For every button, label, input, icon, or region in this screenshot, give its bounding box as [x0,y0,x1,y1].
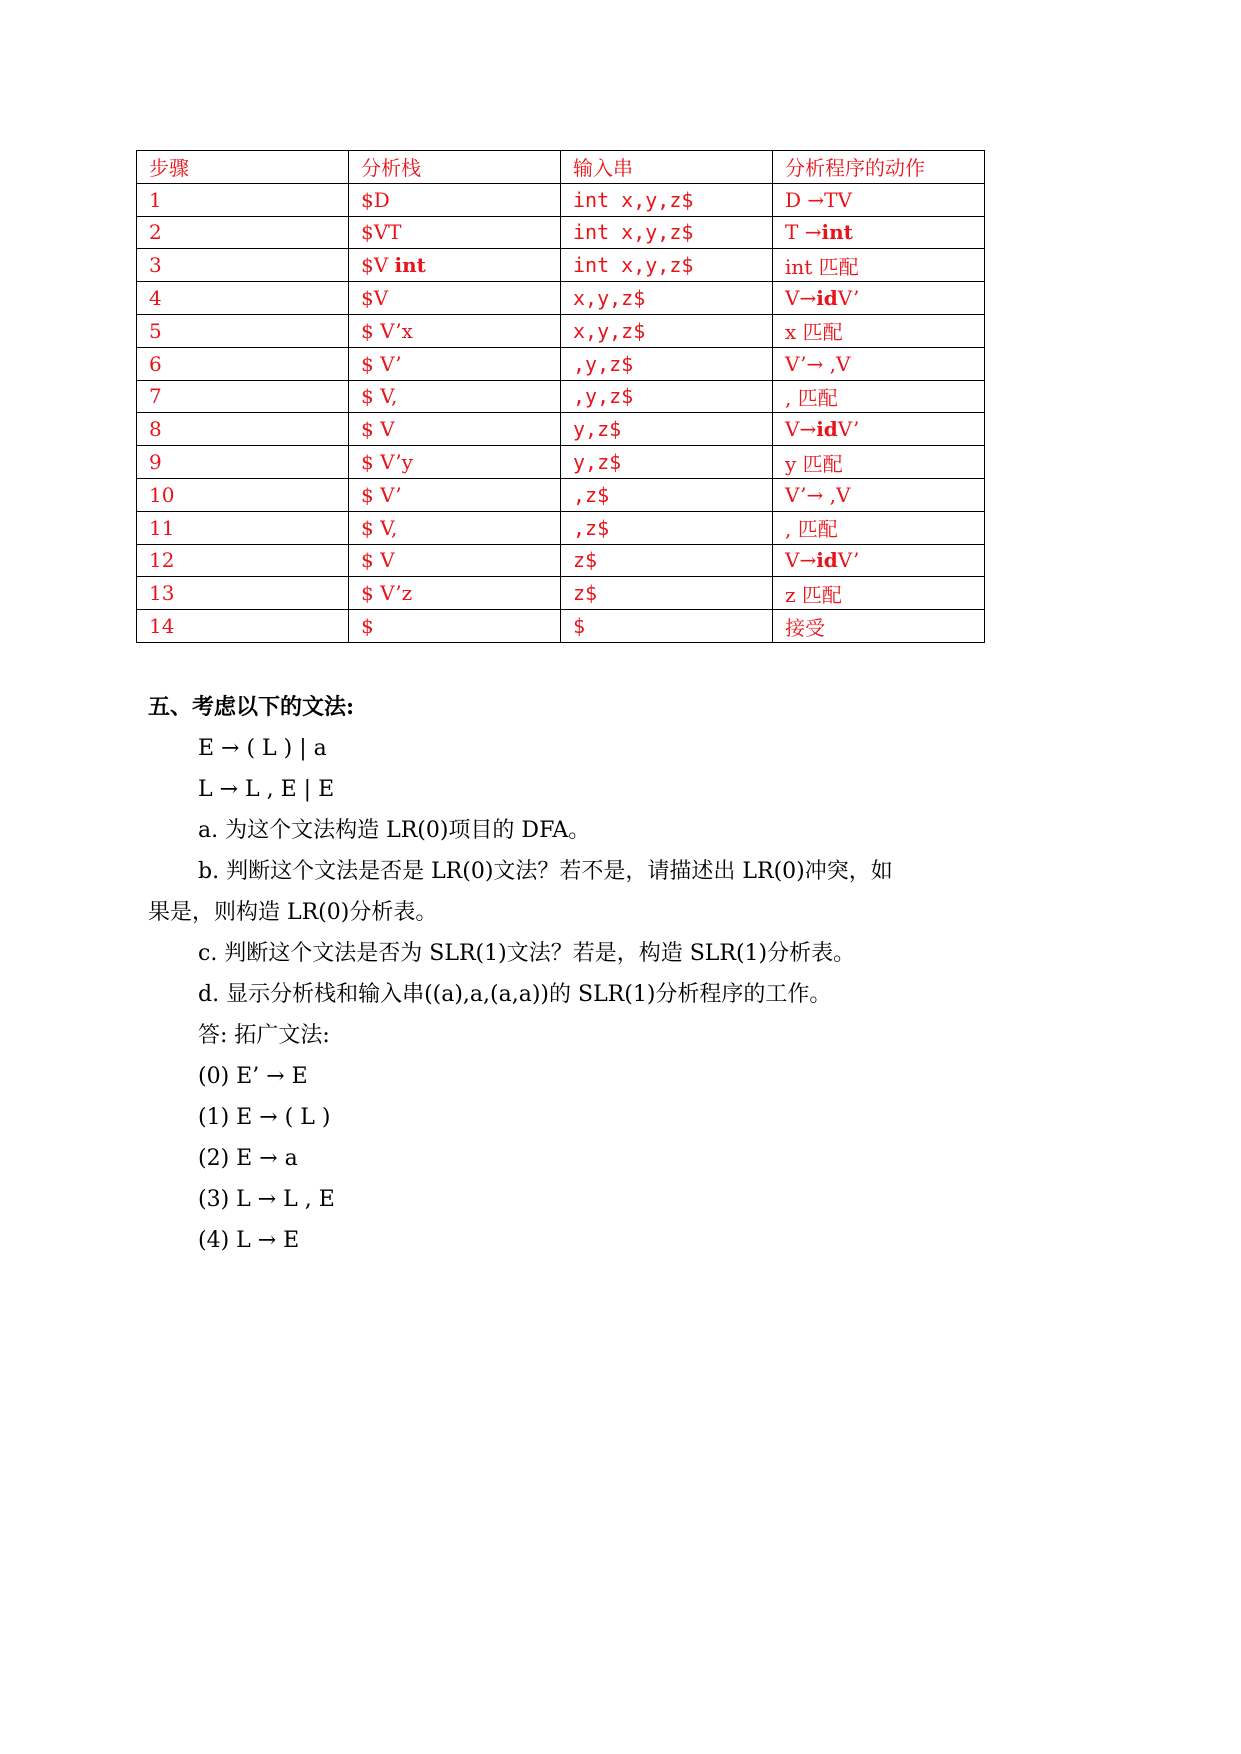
question-b-line1: b. 判断这个文法是否是 LR(0)文法？若不是，请描述出 LR(0)冲突，如 [198,859,893,884]
table-header-row [137,151,985,184]
production-1: (1) E → ( L ) [198,1105,331,1130]
cell-step: 6 [137,347,349,380]
cell-input: z$ [561,577,773,610]
production-2: (2) E → a [198,1146,298,1171]
cell-step: 8 [137,413,349,446]
cell-action: V→idV’ [773,413,985,446]
answer-label: 答: 拓广文法: [198,1023,330,1048]
cell-input: y,z$ [561,413,773,446]
cell-input: y,z$ [561,446,773,479]
cell-stack: $V [349,282,561,315]
table-row [137,610,985,643]
table-row [137,249,985,282]
table-row [137,314,985,347]
grammar-rule-1: E → ( L ) | a [198,736,327,761]
table-row [137,216,985,249]
cell-step: 13 [137,577,349,610]
header-step: 步骤 [137,151,349,184]
cell-stack: $ V, [349,380,561,413]
cell-step: 12 [137,544,349,577]
cell-input: int x,y,z$ [561,216,773,249]
cell-input: $ [561,610,773,643]
cell-stack: $ V’ [349,478,561,511]
cell-action: V→idV’ [773,544,985,577]
cell-step: 1 [137,183,349,216]
production-0: (0) E’ → E [198,1064,308,1089]
cell-action: V’→ ,V [773,478,985,511]
question-c: c. 判断这个文法是否为 SLR(1)文法？若是，构造 SLR(1)分析表。 [198,941,856,966]
table-row [137,511,985,544]
header-input: 输入串 [561,151,773,184]
cell-step: 14 [137,610,349,643]
cell-stack: $ V’x [349,314,561,347]
cell-action: y 匹配 [773,446,985,479]
table-row [137,380,985,413]
cell-action: V’→ ,V [773,347,985,380]
question-b-line2: 果是，则构造 LR(0)分析表。 [148,900,438,925]
grammar-rule-2: L → L , E | E [198,777,335,802]
parse-trace-table [136,150,985,643]
production-4: (4) L → E [198,1228,300,1253]
table-row [137,446,985,479]
cell-action: V→idV’ [773,282,985,315]
cell-input: x,y,z$ [561,282,773,315]
section-heading: 五、考虑以下的文法: [148,694,355,720]
cell-action: T →int [773,216,985,249]
table-row [137,478,985,511]
table-row [137,413,985,446]
cell-input: int x,y,z$ [561,249,773,282]
cell-action: x 匹配 [773,314,985,347]
cell-input: ,y,z$ [561,347,773,380]
production-3: (3) L → L , E [198,1187,335,1212]
cell-step: 4 [137,282,349,315]
cell-stack: $ V, [349,511,561,544]
cell-action: 接受 [773,610,985,643]
cell-action: z 匹配 [773,577,985,610]
cell-stack: $ V’ [349,347,561,380]
cell-input: int x,y,z$ [561,183,773,216]
cell-input: z$ [561,544,773,577]
cell-input: x,y,z$ [561,314,773,347]
cell-input: ,z$ [561,511,773,544]
cell-step: 2 [137,216,349,249]
cell-action: , 匹配 [773,511,985,544]
table-row [137,183,985,216]
question-d: d. 显示分析栈和输入串((a),a,(a,a))的 SLR(1)分析程序的工作。 [198,982,832,1007]
cell-stack: $ V’y [349,446,561,479]
table-row [137,544,985,577]
cell-stack: $ V [349,413,561,446]
cell-step: 10 [137,478,349,511]
cell-stack: $VT [349,216,561,249]
cell-stack: $ [349,610,561,643]
cell-action: D →TV [773,183,985,216]
cell-stack: $V int [349,249,561,282]
cell-step: 5 [137,314,349,347]
cell-step: 9 [137,446,349,479]
cell-stack: $ V’z [349,577,561,610]
table-row [137,347,985,380]
cell-stack: $ V [349,544,561,577]
cell-input: ,y,z$ [561,380,773,413]
table-row [137,577,985,610]
cell-step: 7 [137,380,349,413]
header-action: 分析程序的动作 [773,151,985,184]
cell-action: int 匹配 [773,249,985,282]
header-stack: 分析栈 [349,151,561,184]
cell-step: 11 [137,511,349,544]
cell-stack: $D [349,183,561,216]
cell-action: , 匹配 [773,380,985,413]
question-a: a. 为这个文法构造 LR(0)项目的 DFA。 [198,818,591,843]
table-row [137,282,985,315]
cell-step: 3 [137,249,349,282]
cell-input: ,z$ [561,478,773,511]
